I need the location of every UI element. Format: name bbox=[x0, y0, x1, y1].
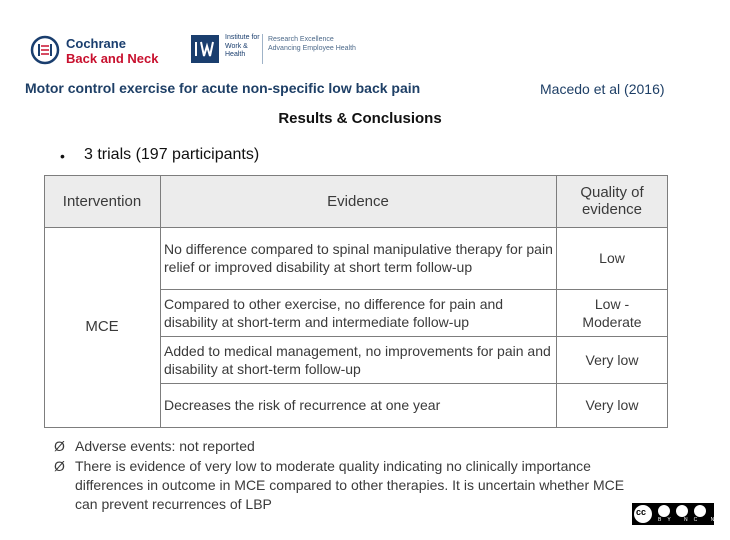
header-intervention: Intervention bbox=[44, 175, 160, 227]
evidence-cell: Decreases the risk of recurrence at one year bbox=[160, 383, 556, 427]
header-quality: Quality of evidence bbox=[556, 175, 668, 227]
table-border bbox=[44, 227, 668, 228]
quality-cell: Very low bbox=[556, 336, 668, 383]
bullet-marker: • bbox=[60, 148, 65, 164]
table-border bbox=[44, 175, 45, 428]
slide-title: Motor control exercise for acute non-specific low back pain bbox=[25, 80, 421, 96]
iwh-logo-name: Institute for Work & Health bbox=[225, 34, 260, 58]
cochrane-logo-text: Cochrane Back and Neck bbox=[66, 36, 159, 66]
arrow-bullet-icon: Ø bbox=[54, 438, 65, 454]
quality-cell: Low bbox=[556, 227, 668, 289]
participants-summary: 3 trials (197 participants) bbox=[84, 146, 260, 163]
header-logos bbox=[30, 34, 356, 68]
evidence-cell: Added to medical management, no improvements for pain and disability at short-term follow-up bbox=[160, 336, 556, 383]
logo-divider bbox=[262, 34, 263, 64]
arrow-bullet-icon: Ø bbox=[54, 458, 65, 474]
table-border bbox=[44, 427, 668, 428]
table-border bbox=[160, 175, 161, 428]
table-border bbox=[160, 336, 668, 337]
evidence-cell: Compared to other exercise, no difference for pain and disability at short-term and intermediate follow-up bbox=[160, 289, 556, 336]
iwh-logo-tagline: Research Excellence Advancing Employee Health bbox=[268, 36, 356, 52]
header-evidence: Evidence bbox=[160, 175, 556, 227]
cc-license-badge bbox=[632, 503, 730, 525]
cochrane-logo-icon bbox=[30, 34, 60, 66]
conclusion-text: Adverse events: not reported bbox=[75, 438, 255, 454]
intervention-cell: MCE bbox=[44, 227, 160, 427]
table-border bbox=[160, 383, 668, 384]
table-border bbox=[160, 289, 668, 290]
quality-cell: Low - Moderate bbox=[556, 289, 668, 336]
citation: Macedo et al (2016) bbox=[540, 81, 665, 97]
table-border bbox=[44, 175, 668, 176]
iwh-logo-icon bbox=[190, 34, 220, 64]
conclusion-text: There is evidence of very low to moderate quality indicating no clinically importance differences in outcome in MCE compared to other therapies. It is uncertain whether MCE can prevent recurrences of LBP bbox=[75, 458, 625, 512]
quality-cell: Very low bbox=[556, 383, 668, 427]
table-border bbox=[556, 175, 557, 428]
table-border bbox=[667, 175, 668, 428]
cc-label: cc bbox=[636, 507, 647, 517]
evidence-cell: No difference compared to spinal manipulative therapy for pain relief or improved disability at short term follow-up bbox=[160, 227, 556, 289]
cc-terms: BY NC ND bbox=[658, 517, 730, 523]
section-heading: Results & Conclusions bbox=[278, 110, 442, 127]
